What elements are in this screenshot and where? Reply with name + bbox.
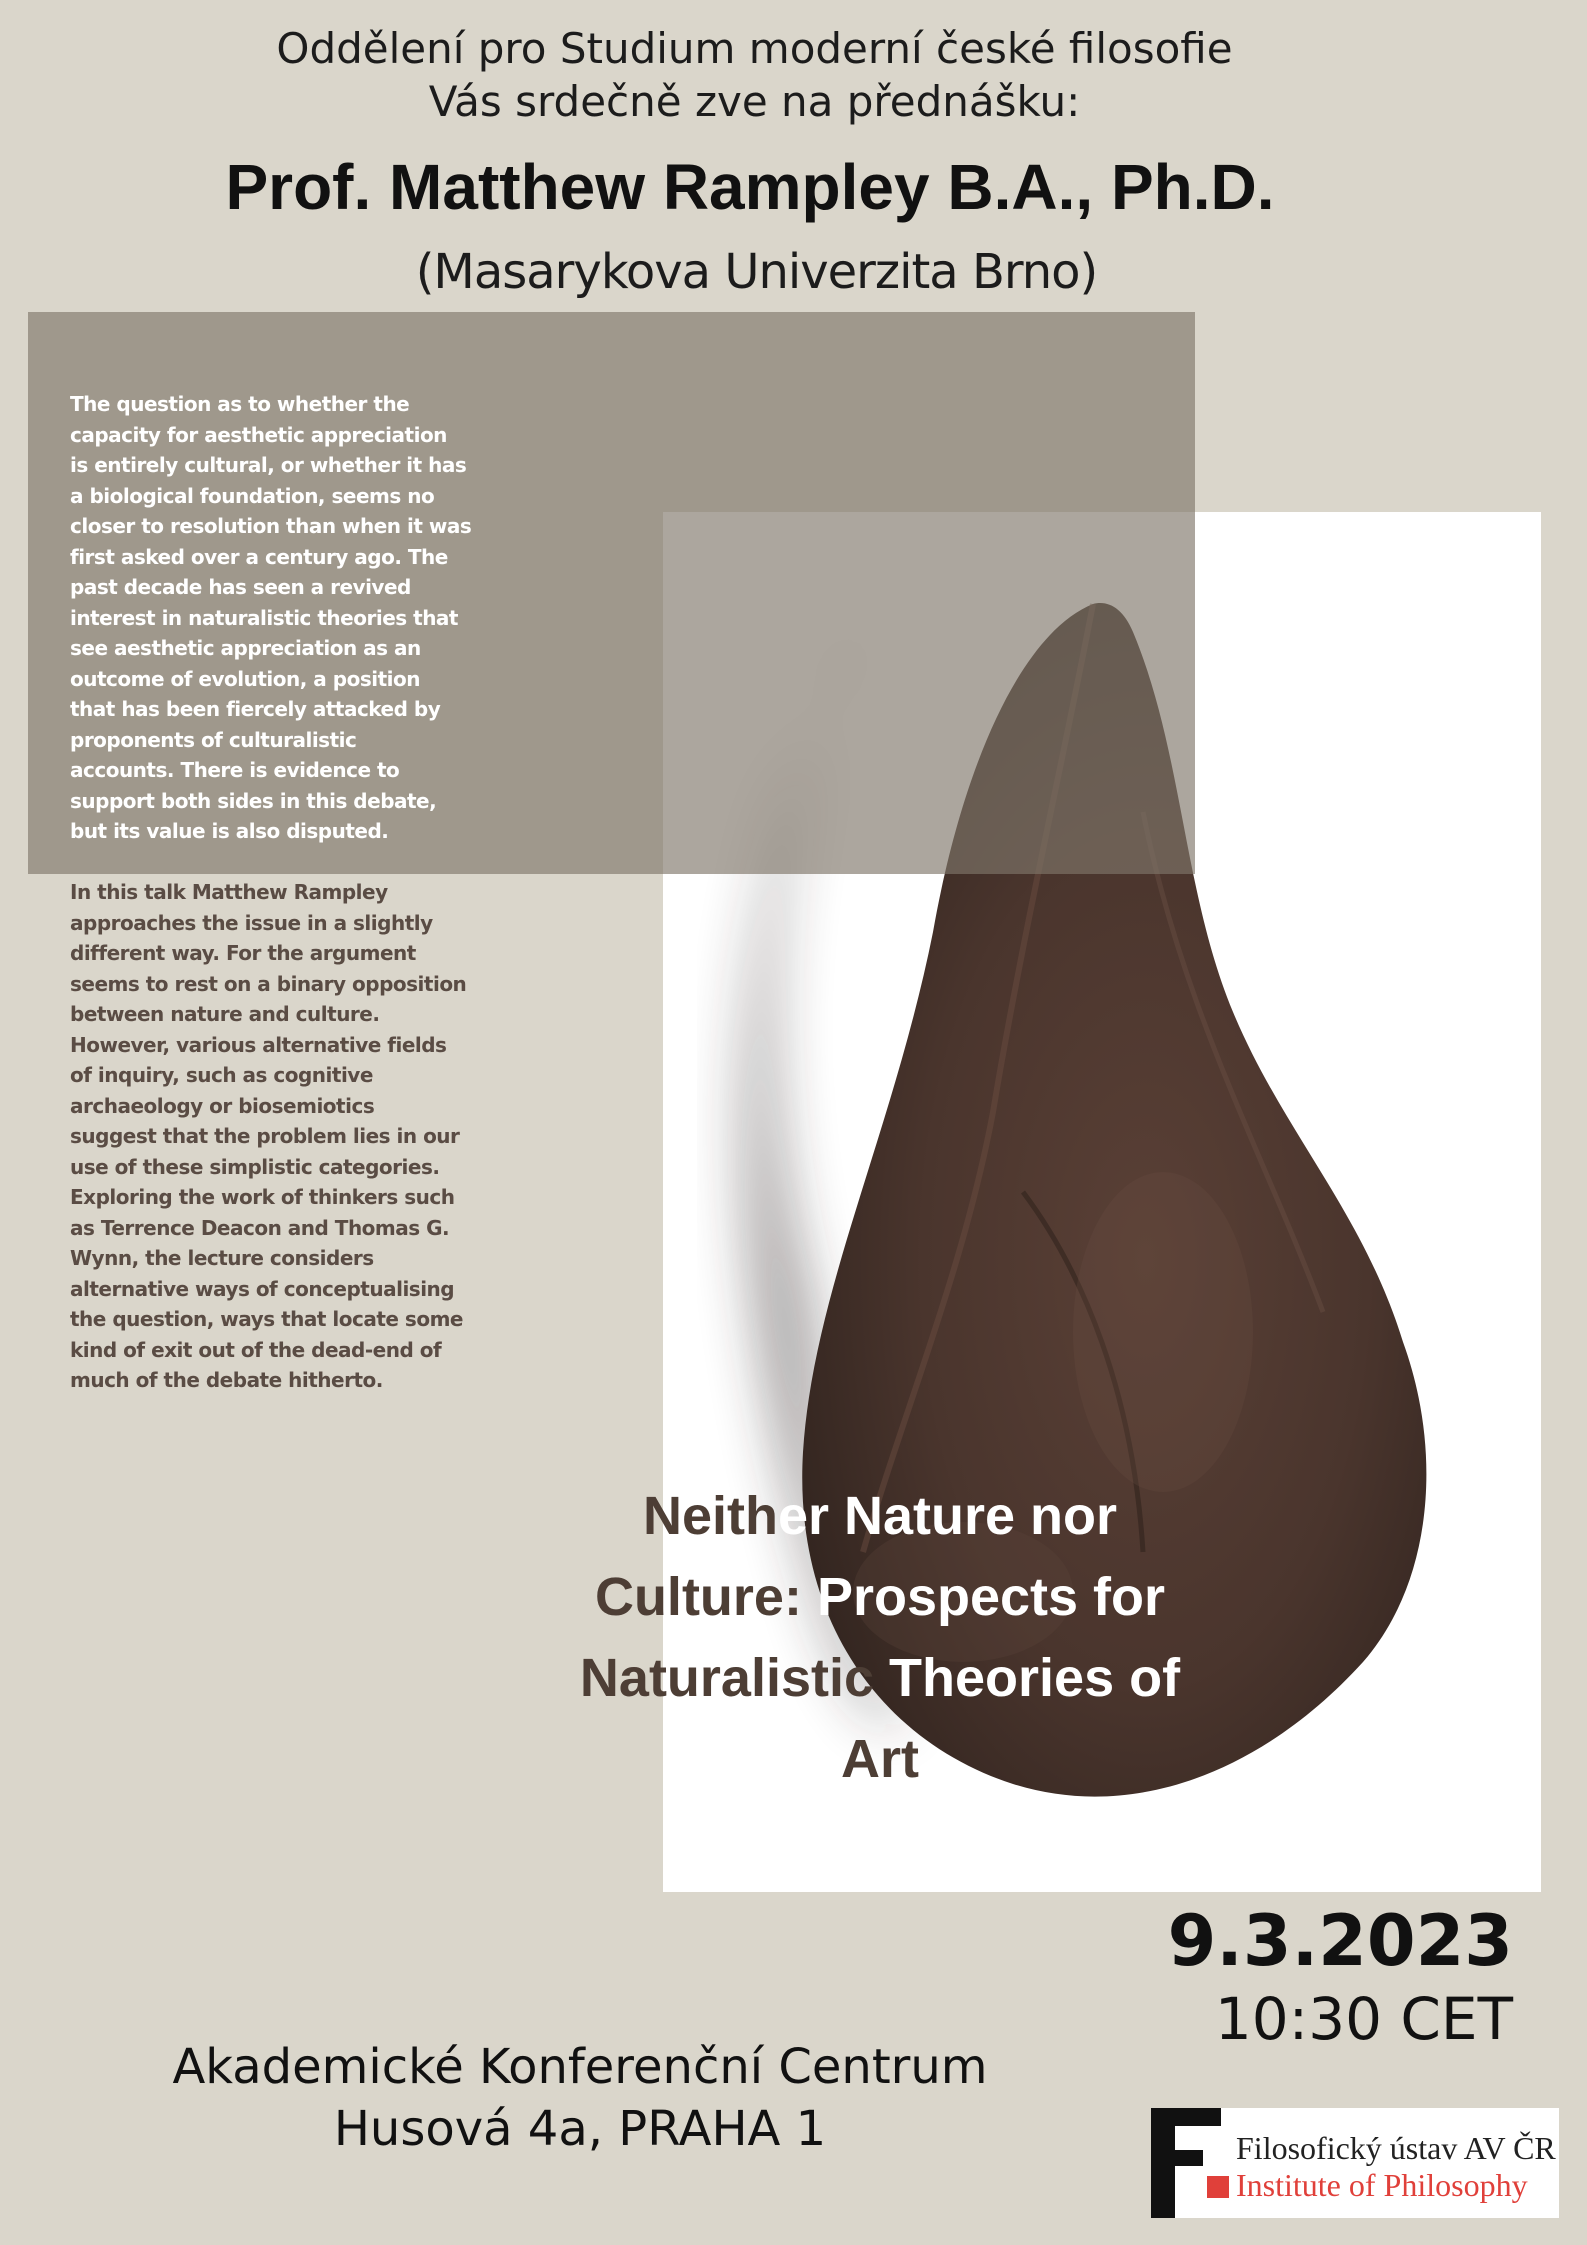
invitation-header <box>0 22 1509 128</box>
speaker-affiliation: (Masarykova Univerzita Brno) <box>415 244 1098 300</box>
institute-logo <box>1151 2108 1559 2218</box>
speaker-name: Prof. Matthew Rampley B.A., Ph.D. <box>225 151 1275 223</box>
institute-f-mark-icon <box>1151 2108 1231 2218</box>
venue-street: Husová 4a, PRAHA 1 <box>333 2101 827 2157</box>
venue-name: Akademické Konferenční Centrum <box>172 2039 988 2095</box>
event-time: 10:30 CET <box>1214 1985 1513 2053</box>
event-date: 9.3.2023 <box>1167 1900 1513 1982</box>
talk-title: Neither Nature nor Culture: Prospects for Naturalistic Theories of Art <box>579 1486 1181 1789</box>
invitation-line: Vás srdečně zve na přednášku: <box>428 77 1081 126</box>
abstract-paragraph-2: In this talk Matthew Rampley approaches the issue in a slightly different way. For the argument seems to rest on a binary opposition between nature and culture. However, various alternative fields of inquiry, such as cognitive archaeology or biosemiotics suggest that the problem lies in our use of these simplistic categories. Exploring the work of thinkers such as Terrence Deacon and Thomas G. Wynn, the lecture considers alternative ways of conceptualising the question, ways that locate some kind of exit out of the dead-end of much of the debate hitherto. <box>70 880 467 1392</box>
logo-english-name: Institute of Philosophy <box>1236 2167 1528 2203</box>
abstract-paragraph-1: The question as to whether the capacity for aesthetic appreciation is entirely cultural, or whether it has a biological foundation, seems no closer to resolution than when it was first asked over a century ago. The past decade has seen a revived interest in naturalistic theories that see aesthetic appreciation as an outcome of evolution, a position that has been fiercely attacked by proponents of culturalistic accounts. There is evidence to support both sides in this debate, but its value is also disputed. <box>70 392 472 843</box>
department-line: Oddělení pro Studium moderní české filosofie <box>276 24 1233 73</box>
venue-address <box>100 2036 1060 2160</box>
logo-czech-name: Filosofický ústav AV ČR <box>1236 2130 1556 2166</box>
